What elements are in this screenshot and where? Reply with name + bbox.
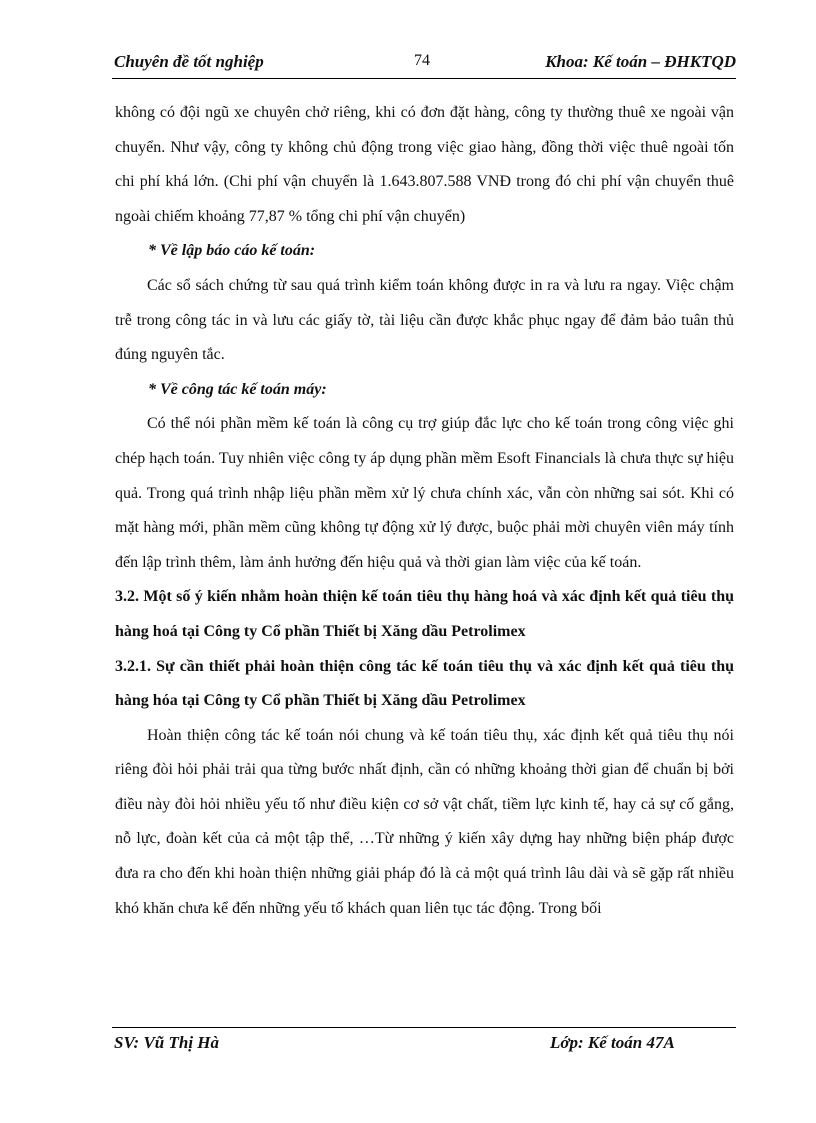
paragraph-necessity: Hoàn thiện công tác kế toán nói chung và kế toán tiêu thụ, xác định kết quả tiêu thụ nói riêng đòi hỏi phải trải qua từng bước nhất định, cần có những khoảng thời gian để chuẩn bị bởi điều này đòi hỏi nhiều yếu tố như điều kiện cơ sở vật chất, tiềm lực kinh tế, hay cả sự cố gắng, nỗ lực, đoàn kết của cả một tập thể, …Từ những ý kiến xây dựng hay những biện pháp được đưa ra cho đến khi hoàn thiện những giải pháp đó là cả một quá trình lâu dài và sẽ gặp rất nhiều khó khăn chưa kể đến những yếu tố khách quan liên tục tác động. Trong bối: [115, 726, 734, 917]
section-heading-3-2: 3.2. Một số ý kiến nhằm hoàn thiện kế toán tiêu thụ hàng hoá và xác định kết quả tiêu thụ hàng hoá tại Công ty Cổ phần Thiết bị Xăng dầu Petrolimex: [115, 588, 734, 640]
header-faculty: Khoa: Kế toán – ĐHKTQD: [545, 52, 736, 71]
document-body: [115, 96, 734, 926]
subheading-financial-reporting: * Về lập báo cáo kế toán:: [148, 242, 316, 260]
section-heading-3-2-1: 3.2.1. Sự cần thiết phải hoàn thiện công tác kế toán tiêu thụ và xác định kết quả tiêu thụ hàng hóa tại Công ty Cổ phần Thiết bị Xăng dầu Petrolimex: [115, 657, 734, 710]
subheading-computer-accounting: * Về công tác kế toán máy:: [148, 380, 327, 398]
footer-student-name: SV: Vũ Thị Hà: [114, 1033, 220, 1052]
paragraph-audit-records: Các sổ sách chứng từ sau quá trình kiểm toán không được in ra và lưu ra ngay. Việc chậm trễ trong công tác in và lưu các giấy tờ, tài liệu cần được khắc phục ngay để đảm bảo tuân thủ đúng nguyên tắc.: [115, 276, 734, 364]
footer-class: Lớp: Kế toán 47A: [550, 1033, 675, 1052]
page-footer: [112, 1027, 736, 1052]
paragraph-transport-cost: không có đội ngũ xe chuyên chở riêng, khi có đơn đặt hàng, công ty thường thuê xe ngoài vận chuyển. Như vậy, công ty không chủ động trong việc giao hàng, đồng thời việc thuê ngoài tốn chi phí khá lớn. (Chi phí vận chuyển là 1.643.807.588 VNĐ trong đó chi phí vận chuyển thuê ngoài chiếm khoảng 77,87 % tổng chi phí vận chuyển): [115, 104, 734, 225]
header-thesis-title: Chuyên đề tốt nghiệp: [114, 52, 264, 71]
page-header: [112, 50, 736, 79]
paragraph-accounting-software: Có thể nói phần mềm kế toán là công cụ trợ giúp đắc lực cho kế toán trong công việc ghi chép hạch toán. Tuy nhiên việc công ty áp dụng phần mềm Esoft Financials là chưa thực sự hiệu quả. Trong quá trình nhập liệu phần mềm xử lý chưa chính xác, vẫn còn những sai sót. Khi có mặt hàng mới, phần mềm cũng không tự động xử lý được, buộc phải mời chuyên viên máy tính đến lập trình thêm, làm ảnh hưởng đến hiệu quả và thời gian làm việc của kế toán.: [115, 415, 734, 571]
page-number: 74: [414, 52, 430, 69]
